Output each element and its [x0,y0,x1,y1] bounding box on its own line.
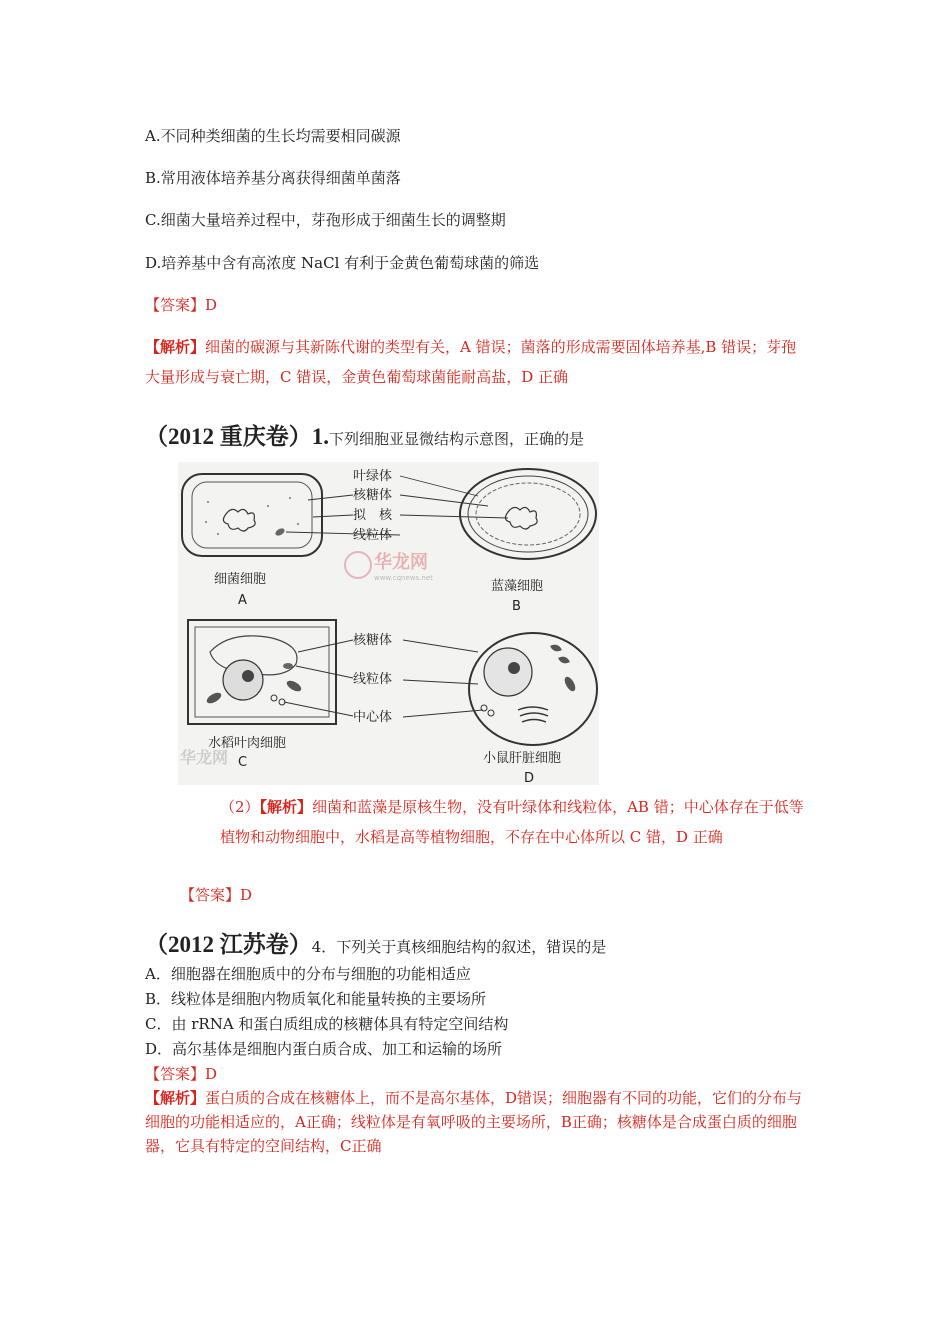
animal-centriole [481,705,487,711]
cell-d-name: 小鼠肝脏细胞 [483,751,562,766]
cell-d-letter: D [524,771,535,785]
q3-option-d: D．高尔基体是细胞内蛋白质合成、加工和运输的场所 [145,1040,503,1058]
plant-chloroplast [285,679,303,694]
cell-c-letter: C [238,755,248,770]
label-mitochondrion-bottom: 线粒体 [353,672,393,687]
q2-question: 下列细胞亚显微结构示意图，正确的是 [329,430,585,448]
analysis-tag: 【解析】 [145,1089,206,1107]
animal-nucleus [484,648,532,696]
cyanobacterium-outline [460,469,596,559]
analysis-prefix: （2） [220,798,260,816]
analysis-text: 蛋白质的合成在核糖体上，而不是高尔基体，D错误；细胞器有不同的功能，它们的分布与细胞的功能相适应的，A正确；线粒体是有氧呼吸的主要场所，B正确；核糖体是合成蛋白质的细胞器，它具有特定的空间结构，C正确 [145,1089,803,1155]
cell-b-name: 蓝藻细胞 [491,579,544,594]
cell-a-letter: A [238,593,247,608]
q2-analysis [220,792,810,852]
q3-heading [145,926,606,959]
label-nucleoid: 拟 核 [353,508,393,523]
q2-heading [145,418,584,451]
label-mitochondrion-top: 线粒体 [353,528,393,543]
bacterium-ribosomes [205,497,299,535]
animal-golgi [518,707,548,722]
animal-mitochondrion [563,675,578,693]
q1-option-d: D.培养基中含有高浓度 NaCl 有利于金黄色葡萄球菌的筛选 [145,254,540,272]
cyanobacterium-membrane [468,476,588,552]
analysis-text: 细菌和蓝藻是原核生物，没有叶绿体和线粒体，AB 错；中心体存在于低等植物和动物细胞中，水稻是高等植物细胞，不存在中心体所以 C 错，D 正确 [220,798,804,846]
cyanobacterium-nucleoid [505,507,537,529]
cell-structure-figure [178,462,599,785]
label-ribosome-bottom: 核糖体 [353,633,393,648]
q3-option-a: A．细胞器在细胞质中的分布与细胞的功能相适应 [145,965,471,983]
watermark-logo-icon [345,552,371,578]
q1-option-b: B.常用液体培养基分离获得细菌单菌落 [145,169,401,187]
label-centrosome: 中心体 [353,710,393,725]
watermark-url: www.cqnews.net [374,574,433,582]
q3-option-b: B．线粒体是细胞内物质氧化和能量转换的主要场所 [145,990,487,1008]
plant-nucleus [223,660,263,700]
watermark-text-bottom: 华龙网 [180,748,229,767]
q1-option-c: C.细菌大量培养过程中，芽孢形成于细菌生长的调整期 [145,211,506,229]
analysis-text: 细菌的碳源与其新陈代谢的类型有关，A 错误；菌落的形成需要固体培养基,B 错误；芽孢大量形成与衰亡期，C 错误，金黄色葡萄球菌能耐高盐，D 正确 [145,338,797,386]
animal-centriole [488,710,494,716]
q1-option-a: A.不同种类细菌的生长均需要相同碳源 [145,127,401,145]
animal-nucleolus [508,662,520,674]
bacterium-nucleoid [223,509,255,531]
q3-question: 4．下列关于真核细胞结构的叙述，错误的是 [311,938,607,956]
cell-c-name: 水稻叶肉细胞 [208,736,287,751]
q3-answer: 【答案】D [145,1065,218,1083]
animal-cell-membrane [469,633,597,745]
plant-cell-membrane [195,627,329,717]
animal-er [550,645,570,664]
label-chloroplast: 叶绿体 [353,469,393,484]
q2-answer: 【答案】D [180,886,253,904]
plant-centriole [271,695,277,701]
bacterium-organelle [274,527,286,537]
watermark-text: 华龙网 [374,552,428,573]
label-ribosome-top: 核糖体 [353,488,393,503]
q1-analysis [145,332,810,392]
q2-source: （2012 重庆卷）1. [145,424,329,449]
q3-source: （2012 江苏卷） [145,932,312,957]
bacterium-cell-outline [182,474,322,556]
q1-answer: 【答案】D [145,296,218,314]
cell-diagram [178,462,599,785]
plant-nucleolus [242,670,254,682]
plant-mitochondrion [283,663,293,669]
cyanobacterium-lamellae [476,483,580,545]
cell-a-name: 细菌细胞 [214,572,267,587]
analysis-tag: 【解析】 [145,338,206,356]
bacterium-cell-membrane [192,482,312,548]
plant-chloroplast [205,691,223,706]
analysis-tag: 【解析】 [259,798,313,816]
q3-option-c: C．由 rRNA 和蛋白质组成的核糖体具有特定空间结构 [145,1015,509,1033]
q3-analysis [145,1086,810,1158]
cell-b-letter: B [512,599,521,614]
